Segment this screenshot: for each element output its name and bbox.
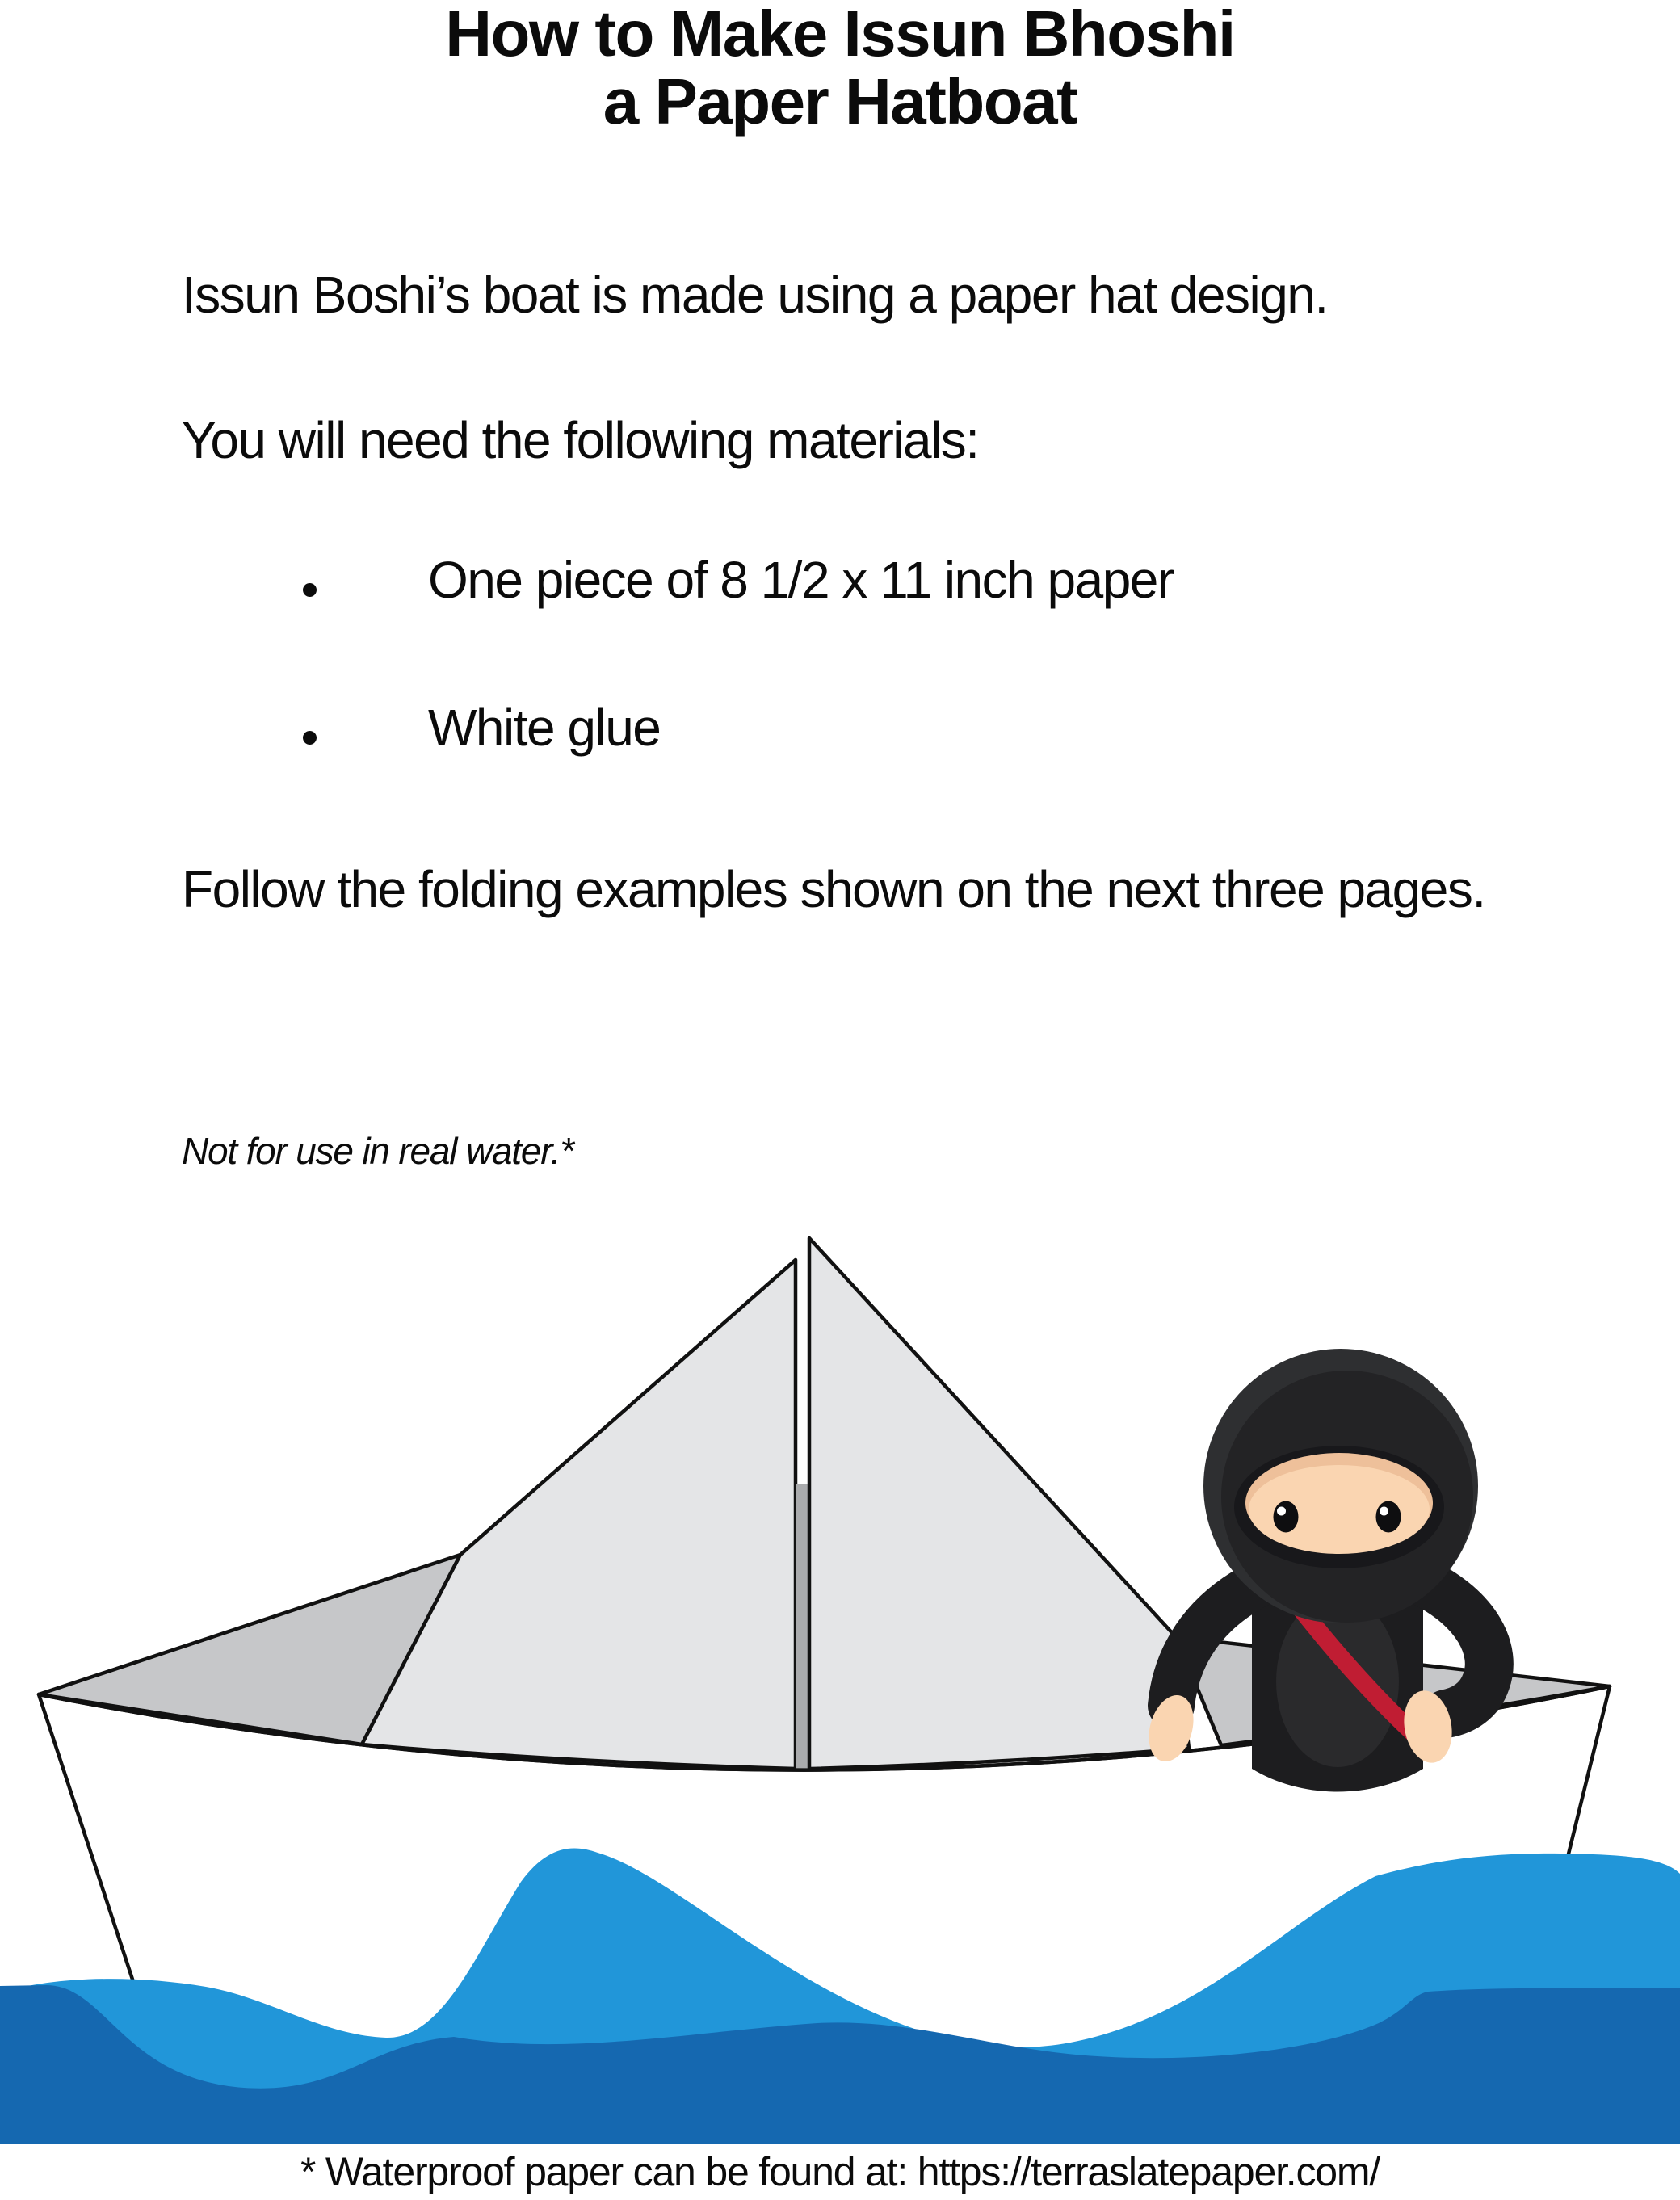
ninja-left-eye	[1274, 1501, 1299, 1533]
boat-sail-left	[362, 1260, 796, 1769]
footnote-waterproof: * Waterproof paper can be found at: https://terraslatepaper.com/	[300, 2149, 1380, 2194]
note-not-for-water: Not for use in real water.*	[182, 1130, 573, 1172]
ninja-right-eye	[1376, 1501, 1401, 1533]
page-title-line1: How to Make Issun Bhoshi	[445, 0, 1235, 69]
bullet-item-paper: One piece of 8 1/2 x 11 inch paper	[428, 551, 1174, 609]
bullet-item-glue: White glue	[428, 699, 661, 757]
paragraph-follow: Follow the folding examples shown on the next three pages.	[182, 860, 1485, 918]
ninja-figure	[1141, 1349, 1489, 1792]
bullet-dot-icon	[303, 731, 317, 745]
ninja-right-eye-highlight	[1380, 1507, 1388, 1516]
boat-center-crease	[796, 1484, 808, 1769]
bullet-dot-icon	[303, 583, 317, 597]
paragraph-intro: Issun Boshi’s boat is made using a paper hat design.	[182, 266, 1328, 324]
ninja-left-eye-highlight	[1277, 1507, 1286, 1516]
paragraph-materials: You will need the following materials:	[182, 411, 979, 469]
page-title-line2: a Paper Hatboat	[603, 65, 1077, 137]
boat-sail-right	[809, 1238, 1189, 1769]
